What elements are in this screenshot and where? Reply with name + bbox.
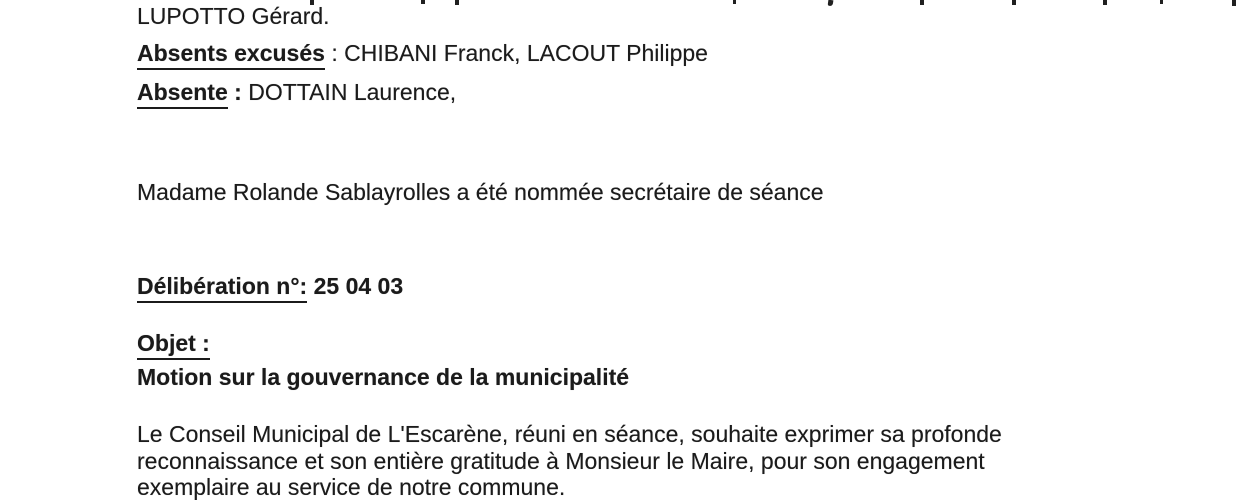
absente-names: DOTTAIN Laurence,: [248, 79, 457, 105]
deliberation-number: 25 04 03: [313, 273, 404, 299]
clipped-text-fragment: [733, 0, 736, 4]
body-paragraph-line: Le Conseil Municipal de L'Escarène, réuni en séance, souhaite exprimer sa profonde: [137, 421, 1002, 447]
deliberation-label: Délibération n°:: [137, 273, 307, 303]
clipped-text-fragment: [1232, 0, 1236, 6]
body-paragraph: [137, 421, 1002, 500]
clipped-text-fragment: [1103, 0, 1107, 5]
secretary-line: Madame Rolande Sablayrolles a été nommée secrétaire de séance: [137, 179, 824, 205]
absents-excuses-line: [137, 39, 708, 67]
objet-label: Objet :: [137, 330, 210, 360]
objet-label-line: [137, 329, 210, 357]
clipped-text-fragment: [455, 0, 459, 5]
absents-excuses-separator: :: [324, 40, 345, 66]
attendees-continuation-line: LUPOTTO Gérard.: [137, 3, 330, 29]
clipped-text-fragment: [1012, 0, 1016, 5]
deliberation-line: [137, 272, 403, 300]
clipped-text-fragment: [421, 0, 425, 4]
absente-separator: :: [227, 79, 249, 105]
absente-label: Absente: [137, 79, 228, 109]
clipped-text-fragment: [1160, 0, 1163, 4]
body-paragraph-line: exemplaire au service de notre commune.: [137, 474, 566, 500]
objet-title: Motion sur la gouvernance de la municipalité: [137, 364, 630, 390]
clipped-text-fragment: [920, 0, 924, 5]
body-paragraph-line: reconnaissance et son entière gratitude à Monsieur le Maire, pour son engagement: [137, 447, 985, 474]
absents-excuses-names: CHIBANI Franck, LACOUT Philippe: [344, 40, 708, 66]
clipped-text-fragment: [828, 0, 834, 6]
absente-line: [137, 78, 456, 106]
absents-excuses-label: Absents excusés: [137, 40, 325, 70]
